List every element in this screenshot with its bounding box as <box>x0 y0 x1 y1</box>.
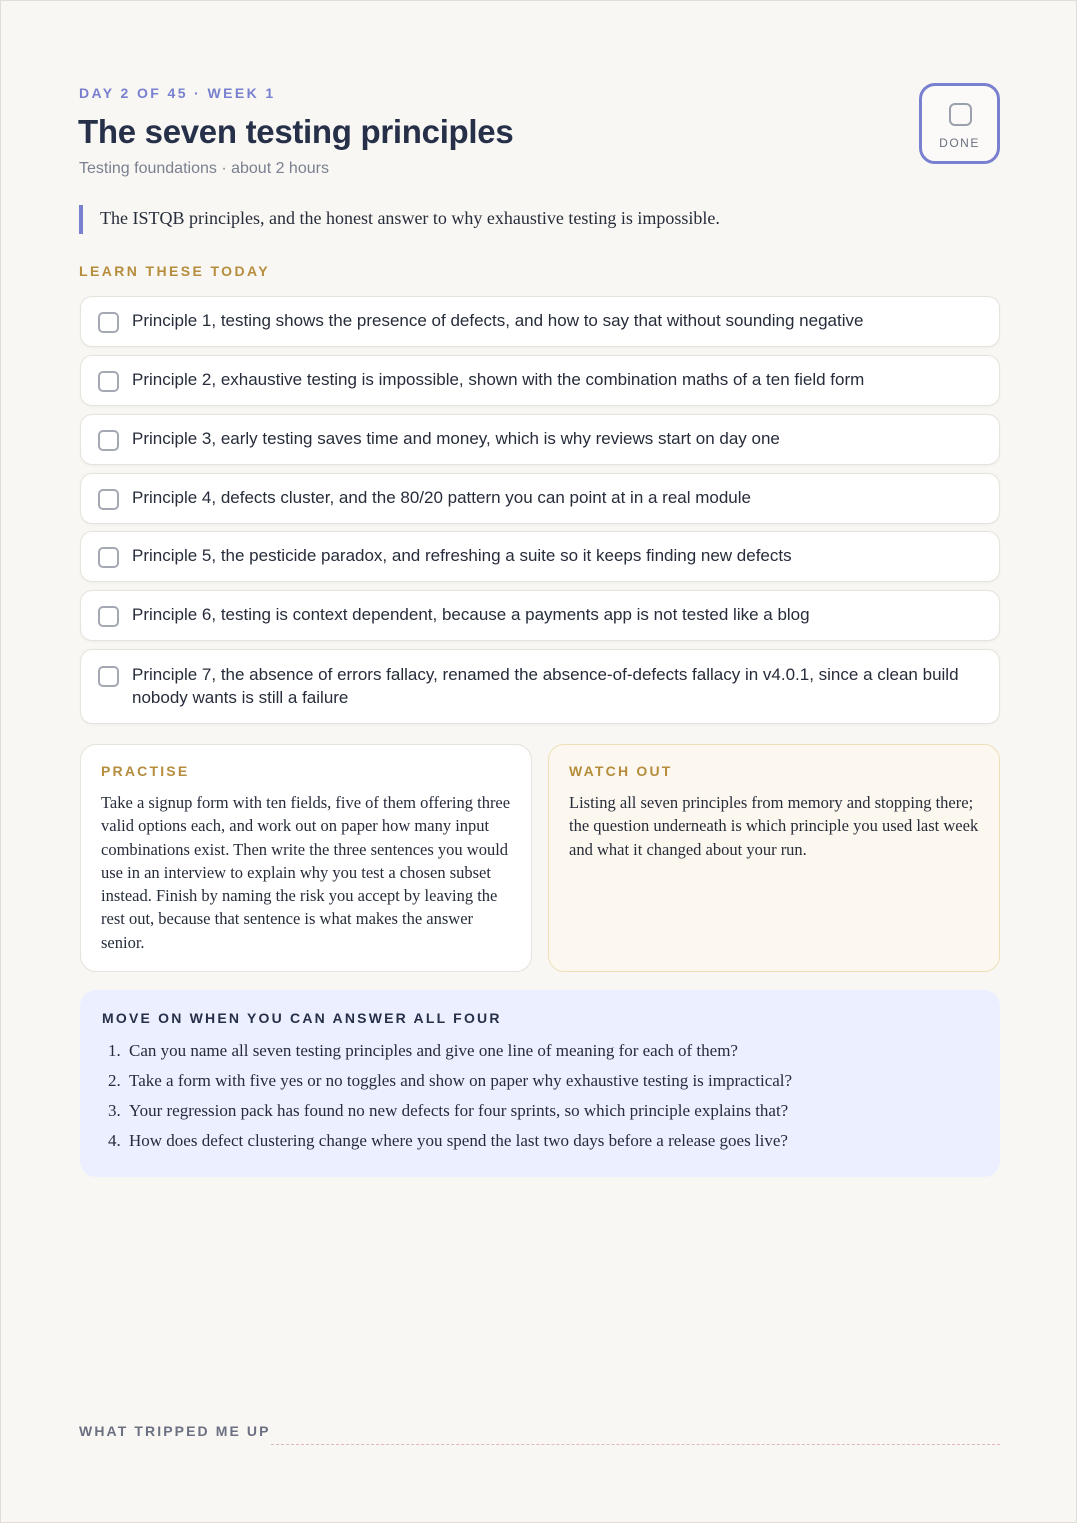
learn-section-label: LEARN THESE TODAY <box>79 263 270 279</box>
learn-item-5[interactable] <box>80 531 1000 582</box>
done-toggle[interactable] <box>919 83 1000 164</box>
watch-out-card <box>548 744 1000 972</box>
learn-item-text: Principle 3, early testing saves time and money, which is why reviews start on day one <box>132 429 780 448</box>
intro-quote: The ISTQB principles, and the honest answer to why exhaustive testing is impossible. <box>79 205 720 234</box>
practise-card <box>80 744 532 972</box>
checkbox-icon[interactable] <box>98 666 119 687</box>
question-item <box>102 1066 978 1096</box>
tripped-label: WHAT TRIPPED ME UP <box>79 1423 271 1439</box>
question-item <box>102 1096 978 1126</box>
question-item <box>102 1036 978 1066</box>
done-label: DONE <box>939 136 980 150</box>
question-number: 2. <box>108 1071 121 1090</box>
learn-item-text: Principle 4, defects cluster, and the 80/20 pattern you can point at in a real module <box>132 488 751 507</box>
question-list <box>102 1036 978 1156</box>
checkbox-icon[interactable] <box>98 489 119 510</box>
learn-item-text: Principle 2, exhaustive testing is impossible, shown with the combination maths of a ten field form <box>132 370 865 389</box>
question-text: How does defect clustering change where you spend the last two days before a release goes live? <box>129 1131 788 1150</box>
checkbox-icon[interactable] <box>98 312 119 333</box>
learn-item-4[interactable] <box>80 473 1000 524</box>
page-subtitle: Testing foundations · about 2 hours <box>79 160 329 177</box>
day-eyebrow: DAY 2 OF 45 · WEEK 1 <box>79 85 276 101</box>
learn-item-7[interactable] <box>80 649 1000 724</box>
checkbox-icon[interactable] <box>98 606 119 627</box>
question-text: Take a form with five yes or no toggles and show on paper why exhaustive testing is impractical? <box>129 1071 793 1090</box>
learn-item-text: Principle 5, the pesticide paradox, and refreshing a suite so it keeps finding new defects <box>132 546 792 565</box>
checkbox-icon[interactable] <box>98 371 119 392</box>
move-on-label: MOVE ON WHEN YOU CAN ANSWER ALL FOUR <box>102 1010 502 1026</box>
checkbox-icon[interactable] <box>98 547 119 568</box>
watch-out-label: WATCH OUT <box>569 763 673 779</box>
practise-body: Take a signup form with ten fields, five of them offering three valid options each, and work out on paper how many input combinations exist. Then write the three sentences you would use in an interview to explain why you test a chosen subset instead. Finish by naming the risk you accept by leaving the rest out, because that sentence is what makes the answer senior. <box>101 793 511 952</box>
move-on-panel <box>80 990 1000 1177</box>
question-item <box>102 1126 978 1156</box>
question-number: 4. <box>108 1131 121 1150</box>
tripped-writing-line[interactable] <box>271 1444 1000 1445</box>
question-number: 1. <box>108 1041 121 1060</box>
page-title: The seven testing principles <box>78 113 514 150</box>
question-text: Can you name all seven testing principles and give one line of meaning for each of them? <box>129 1041 738 1060</box>
question-text: Your regression pack has found no new defects for four sprints, so which principle explains that? <box>129 1101 789 1120</box>
learn-item-2[interactable] <box>80 355 1000 406</box>
learn-item-text: Principle 6, testing is context dependent, because a payments app is not tested like a blog <box>132 605 810 624</box>
learn-item-text: Principle 7, the absence of errors fallacy, renamed the absence-of-defects fallacy in v4.0.1, since a clean build nobody wants is still a failure <box>132 665 959 707</box>
learn-item-6[interactable] <box>80 590 1000 641</box>
watch-out-body: Listing all seven principles from memory and stopping there; the question underneath is which principle you used last week and what it changed about your run. <box>569 793 979 859</box>
learn-item-1[interactable] <box>80 296 1000 347</box>
checkbox-icon[interactable] <box>98 430 119 451</box>
learn-item-3[interactable] <box>80 414 1000 465</box>
question-number: 3. <box>108 1101 121 1120</box>
done-checkbox-icon <box>949 103 972 126</box>
learn-item-text: Principle 1, testing shows the presence of defects, and how to say that without sounding negative <box>132 311 864 330</box>
practise-label: PRACTISE <box>101 763 190 779</box>
